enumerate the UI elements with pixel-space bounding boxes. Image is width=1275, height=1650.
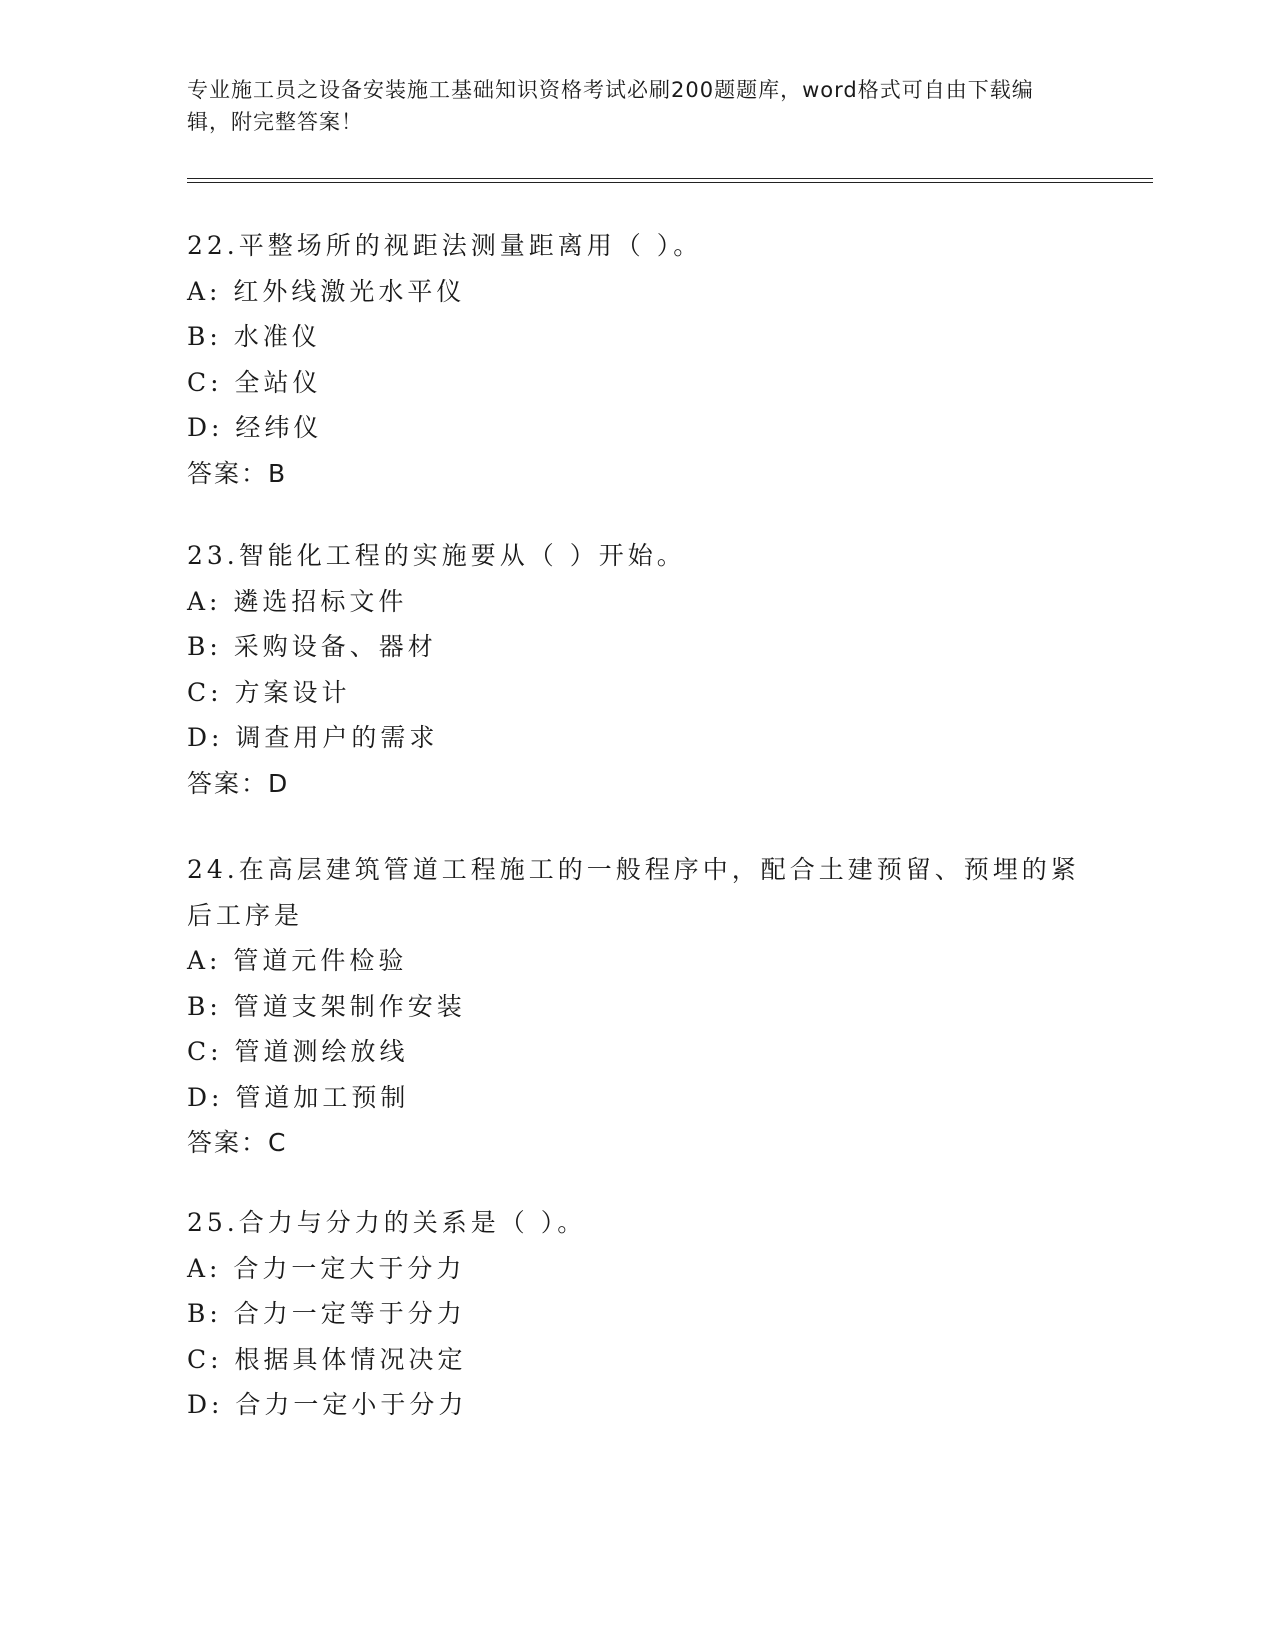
question-25	[187, 1200, 1087, 1428]
option-c: C: 方案设计	[187, 677, 351, 707]
option-a: A: 合力一定大于分力	[187, 1253, 466, 1283]
option-b: B: 合力一定等于分力	[187, 1299, 466, 1328]
answer: 答案：C	[187, 1128, 288, 1157]
option-b: B: 采购设备、器材	[187, 632, 437, 661]
option-d: D: 经纬仪	[187, 413, 323, 442]
option-c: C: 根据具体情况决定	[187, 1344, 467, 1374]
answer: 答案：D	[187, 768, 290, 798]
header-divider-bottom	[187, 182, 1153, 183]
document-header: 专业施工员之设备安装施工基础知识资格考试必刷200题题库，word格式可自由下载编辑，附完整答案！	[187, 78, 1034, 134]
question-stem: 23.智能化工程的实施要从（ ）开始。	[187, 541, 686, 570]
option-d: D: 合力一定小于分力	[187, 1390, 468, 1419]
header-divider-top	[187, 178, 1153, 179]
question-22	[187, 223, 1087, 496]
question-23	[187, 533, 1087, 806]
question-24	[187, 847, 1087, 1166]
option-a: A: 遴选招标文件	[187, 586, 408, 616]
option-a: A: 红外线激光水平仪	[187, 276, 466, 306]
answer: 答案：B	[187, 458, 288, 488]
option-c: C: 全站仪	[187, 367, 322, 397]
option-d: D: 管道加工预制	[187, 1082, 410, 1112]
option-a: A: 管道元件检验	[187, 946, 408, 975]
question-stem: 24.在高层建筑管道工程施工的一般程序中，配合土建预留、预埋的紧后工序是	[187, 855, 1080, 930]
option-c: C: 管道测绘放线	[187, 1037, 409, 1066]
option-b: B: 管道支架制作安装	[187, 991, 466, 1021]
question-stem: 25.合力与分力的关系是（ ）。	[187, 1208, 587, 1237]
option-d: D: 调查用户的需求	[187, 723, 439, 752]
option-b: B: 水准仪	[187, 322, 321, 351]
question-stem: 22.平整场所的视距法测量距离用（ ）。	[187, 231, 703, 260]
